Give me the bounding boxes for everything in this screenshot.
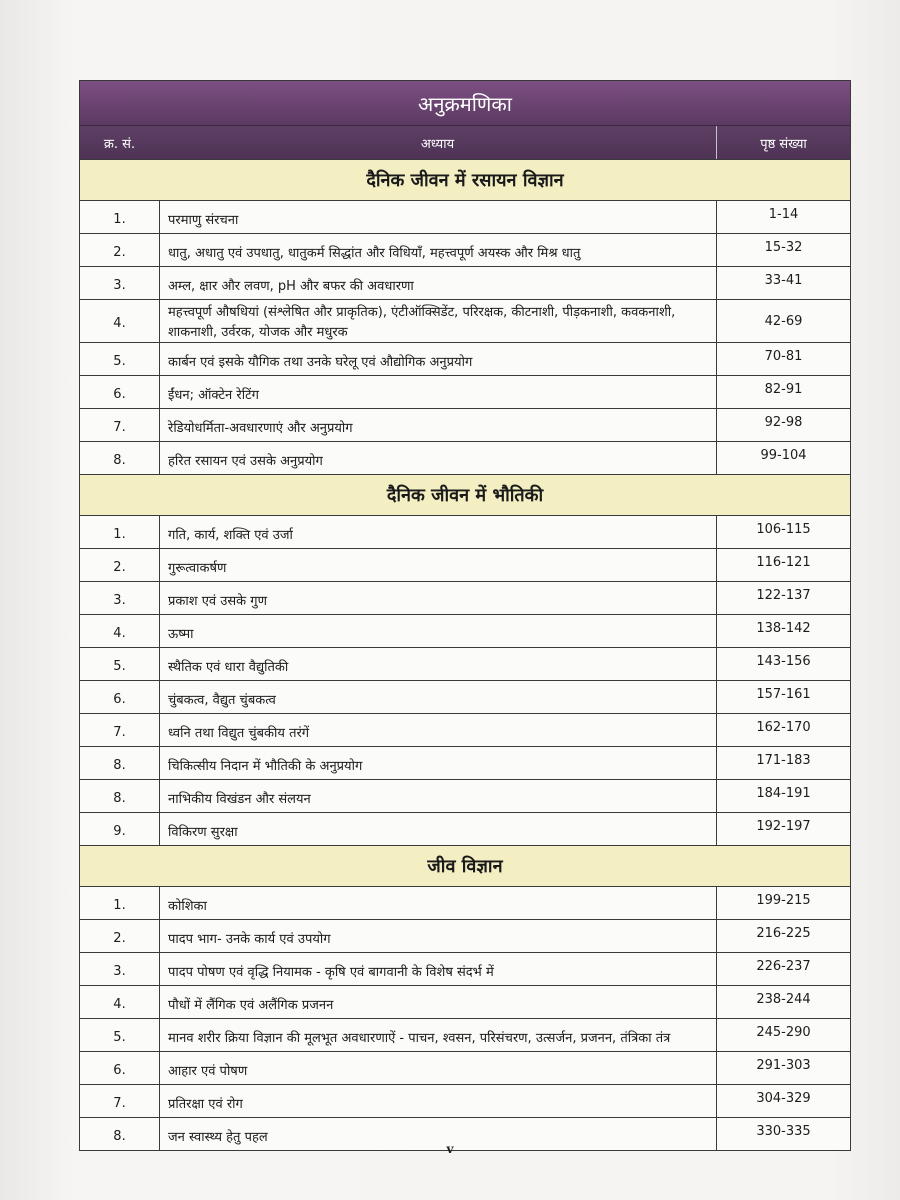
table-row	[80, 952, 850, 985]
toc-title: अनुक्रमणिका	[80, 81, 850, 125]
row-page-range: 106-115	[716, 516, 850, 548]
row-page-range: 245-290	[716, 1019, 850, 1051]
row-serial-number: 5.	[113, 1029, 126, 1045]
toc-body	[80, 159, 850, 1150]
row-page-range: 157-161	[716, 681, 850, 713]
table-row	[80, 266, 850, 299]
table-row	[80, 1084, 850, 1117]
row-serial-number: 8.	[113, 452, 126, 468]
section-heading: जीव विज्ञान	[80, 845, 850, 886]
row-serial-number: 4.	[113, 996, 126, 1012]
row-page-range: 291-303	[716, 1052, 850, 1084]
row-chapter-title: विकिरण सुरक्षा	[159, 813, 716, 845]
row-page-range: 192-197	[716, 813, 850, 845]
row-chapter-title: हरित रसायन एवं उसके अनुप्रयोग	[159, 442, 716, 474]
table-of-contents	[79, 80, 851, 1151]
row-serial-number: 1.	[113, 526, 126, 542]
row-page-range: 162-170	[716, 714, 850, 746]
row-chapter-title: प्रकाश एवं उसके गुण	[159, 582, 716, 614]
row-serial-number: 2.	[113, 559, 126, 575]
table-row	[80, 713, 850, 746]
row-page-range: 238-244	[716, 986, 850, 1018]
section-heading: दैनिक जीवन में भौतिकी	[80, 474, 850, 515]
table-row	[80, 548, 850, 581]
table-row	[80, 919, 850, 952]
row-chapter-title: ऊष्मा	[159, 615, 716, 647]
row-serial-number: 6.	[113, 386, 126, 402]
row-serial-number: 4.	[113, 625, 126, 641]
row-serial-number: 1.	[113, 211, 126, 227]
row-serial-number: 4.	[113, 315, 126, 331]
table-row	[80, 375, 850, 408]
row-serial-number: 6.	[113, 1062, 126, 1078]
row-chapter-title: पौधों में लैंगिक एवं अलैंगिक प्रजनन	[159, 986, 716, 1018]
row-chapter-title: मानव शरीर क्रिया विज्ञान की मूलभूत अवधारणाऐं - पाचन, श्वसन, परिसंचरण, उत्सर्जन, प्रजनन, तंत्रिका तंत्र	[159, 1019, 716, 1051]
row-chapter-title: कार्बन एवं इसके यौगिक तथा उनके घरेलू एवं औद्योगिक अनुप्रयोग	[159, 343, 716, 375]
table-row	[80, 233, 850, 266]
section-heading: दैनिक जीवन में रसायन विज्ञान	[80, 159, 850, 200]
row-chapter-title: स्थैतिक एवं धारा वैद्युतिकी	[159, 648, 716, 680]
row-page-range: 138-142	[716, 615, 850, 647]
row-chapter-title: गुरूत्वाकर्षण	[159, 549, 716, 581]
table-row	[80, 680, 850, 713]
table-row	[80, 1018, 850, 1051]
row-page-range: 143-156	[716, 648, 850, 680]
row-page-range: 216-225	[716, 920, 850, 952]
row-chapter-title: चुंबकत्व, वैद्युत चुंबकत्व	[159, 681, 716, 713]
row-page-range: 15-32	[716, 234, 850, 266]
table-row	[80, 1051, 850, 1084]
row-page-range: 42-69	[716, 300, 850, 342]
row-serial-number: 6.	[113, 691, 126, 707]
row-serial-number: 8.	[113, 790, 126, 806]
header-chapter: अध्याय	[420, 136, 455, 152]
row-chapter-title: कोशिका	[159, 887, 716, 919]
row-chapter-title: गति, कार्य, शक्ति एवं उर्जा	[159, 516, 716, 548]
header-page-number: पृष्ठ संख्या	[716, 126, 850, 159]
row-page-range: 199-215	[716, 887, 850, 919]
row-page-range: 116-121	[716, 549, 850, 581]
row-chapter-title: परमाणु संरचना	[159, 201, 716, 233]
row-serial-number: 5.	[113, 658, 126, 674]
row-page-range: 33-41	[716, 267, 850, 299]
table-row	[80, 441, 850, 474]
row-page-range: 226-237	[716, 953, 850, 985]
row-chapter-title: चिकित्सीय निदान में भौतिकी के अनुप्रयोग	[159, 747, 716, 779]
row-serial-number: 3.	[113, 592, 126, 608]
row-chapter-title: ध्वनि तथा विद्युत चुंबकीय तरंगें	[159, 714, 716, 746]
row-serial-number: 7.	[113, 419, 126, 435]
row-chapter-title: महत्त्वपूर्ण औषधियां (संश्लेषित और प्राकृतिक), एंटीऑक्सिडेंट, परिरक्षक, कीटनाशी, पीड़कनाशी, कवकनाशी, शाकनाशी, उर्वरक, योजक और मधुरक	[159, 300, 716, 342]
table-row	[80, 299, 850, 342]
row-serial-number: 7.	[113, 724, 126, 740]
row-serial-number: 7.	[113, 1095, 126, 1111]
row-chapter-title: प्रतिरक्षा एवं रोग	[159, 1085, 716, 1117]
row-chapter-title: धातु, अधातु एवं उपधातु, धातुकर्म सिद्धांत और विधियाँ, महत्त्वपूर्ण अयस्क और मिश्र धातु	[159, 234, 716, 266]
row-chapter-title: जन स्वास्थ्य हेतु पहल	[159, 1118, 716, 1150]
row-serial-number: 2.	[113, 244, 126, 260]
row-serial-number: 8.	[113, 757, 126, 773]
row-serial-number: 2.	[113, 930, 126, 946]
row-chapter-title: ईंधन; ऑक्टेन रेटिंग	[159, 376, 716, 408]
row-page-range: 70-81	[716, 343, 850, 375]
header-serial-number: क्र. सं.	[103, 136, 136, 152]
row-page-range: 122-137	[716, 582, 850, 614]
table-row	[80, 581, 850, 614]
table-row	[80, 985, 850, 1018]
row-serial-number: 8.	[113, 1128, 126, 1144]
row-page-range: 184-191	[716, 780, 850, 812]
table-row	[80, 886, 850, 919]
row-chapter-title: पादप भाग- उनके कार्य एवं उपयोग	[159, 920, 716, 952]
row-page-range: 1-14	[716, 201, 850, 233]
table-row	[80, 515, 850, 548]
row-chapter-title: आहार एवं पोषण	[159, 1052, 716, 1084]
table-row	[80, 408, 850, 441]
row-chapter-title: रेडियोधर्मिता-अवधारणाएं और अनुप्रयोग	[159, 409, 716, 441]
row-chapter-title: पादप पोषण एवं वृद्धि नियामक - कृषि एवं बागवानी के विशेष संदर्भ में	[159, 953, 716, 985]
row-page-range: 304-329	[716, 1085, 850, 1117]
row-serial-number: 9.	[113, 823, 126, 839]
table-row	[80, 200, 850, 233]
table-row	[80, 614, 850, 647]
row-serial-number: 1.	[113, 897, 126, 913]
row-page-range: 82-91	[716, 376, 850, 408]
table-row	[80, 647, 850, 680]
row-serial-number: 3.	[113, 963, 126, 979]
row-serial-number: 3.	[113, 277, 126, 293]
row-page-range: 171-183	[716, 747, 850, 779]
page-number: v	[446, 1142, 454, 1156]
table-row	[80, 779, 850, 812]
row-page-range: 99-104	[716, 442, 850, 474]
table-row	[80, 746, 850, 779]
column-header-row	[80, 125, 850, 159]
row-chapter-title: अम्ल, क्षार और लवण, pH और बफर की अवधारणा	[159, 267, 716, 299]
row-page-range: 92-98	[716, 409, 850, 441]
row-chapter-title: नाभिकीय विखंडन और संलयन	[159, 780, 716, 812]
row-page-range: 330-335	[716, 1118, 850, 1150]
table-row	[80, 812, 850, 845]
row-serial-number: 5.	[113, 353, 126, 369]
table-row	[80, 342, 850, 375]
